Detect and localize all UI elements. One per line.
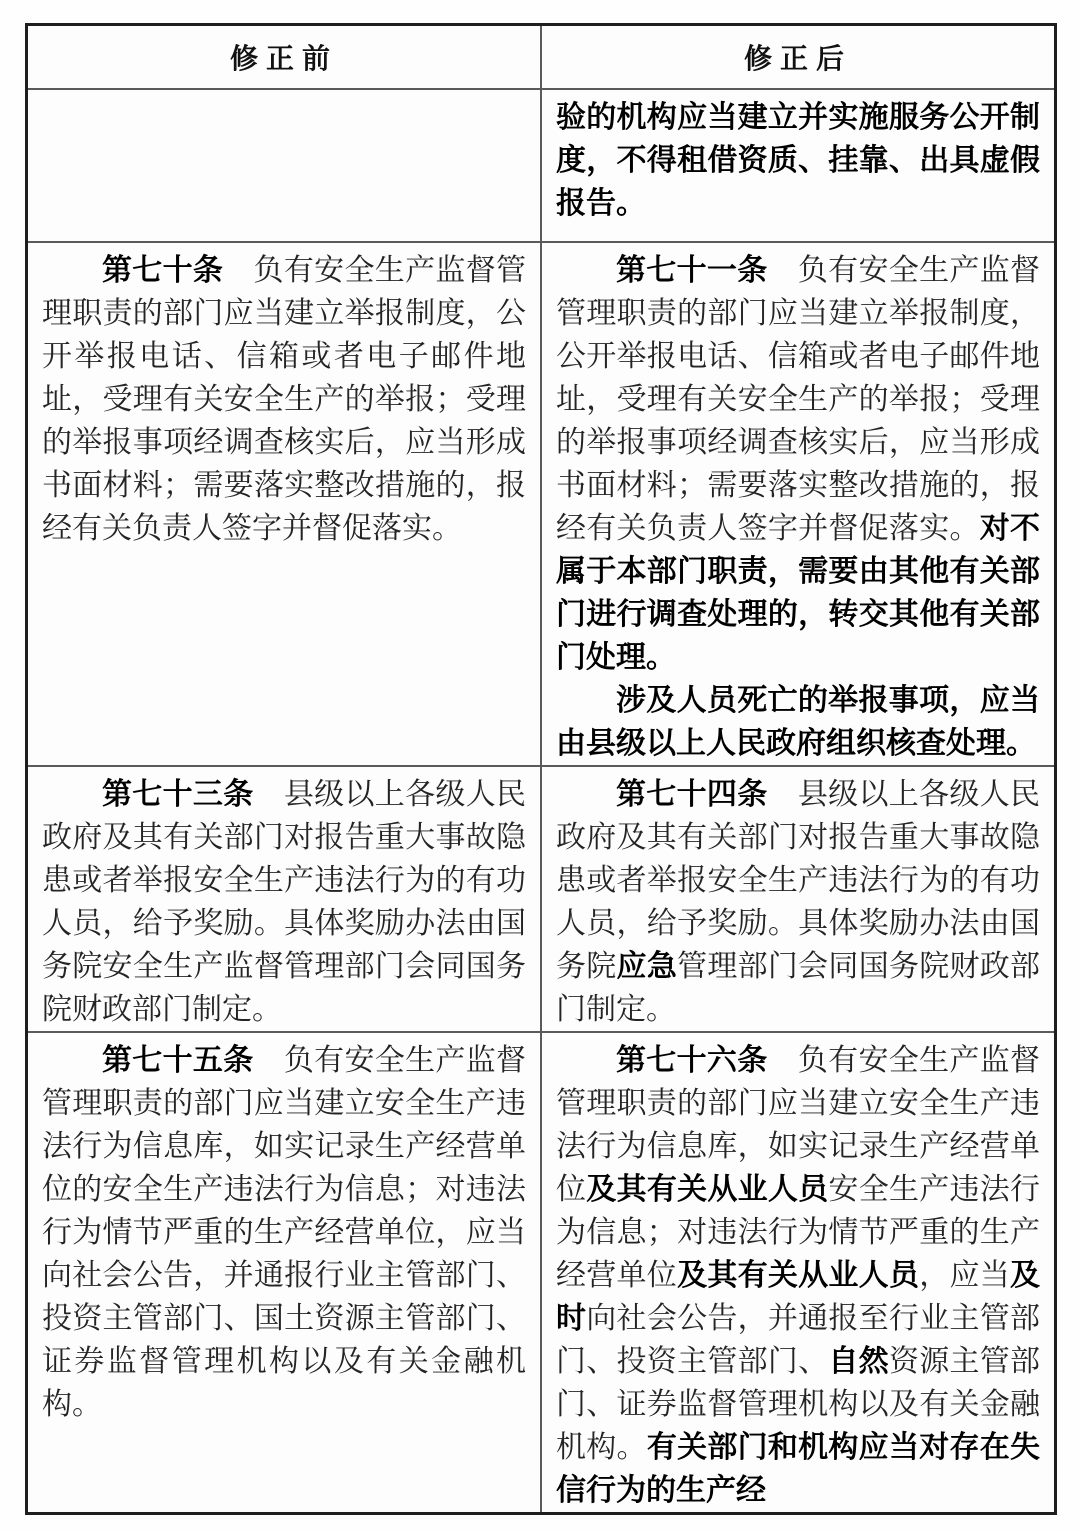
amended-text: 第七十条: [102, 254, 254, 287]
paragraph: [556, 679, 1040, 765]
table-body: [27, 89, 1056, 1514]
paragraph: [556, 773, 1040, 1031]
law-text: 向社会公告，并通报至行业主管部门、投资主管部门、: [556, 1302, 1041, 1378]
amended-text: 第七十六条: [616, 1044, 798, 1077]
cell-before: [27, 242, 542, 766]
law-text: 负有安全生产监督管理职责的部门应当建立安全生产违法行为信息库，如实记录生产经营单位的安全生产违法行为信息；对违法行为情节严重的生产经营单位，应当向社会公告，并通报行业主管部门、投资主管部门、国土资源主管部门、证券监督管理机构以及有关金融机构。: [42, 1044, 527, 1421]
cell-after: [541, 1032, 1056, 1514]
amended-text: 涉及人员死亡的举报事项，应当由县级以上人民政府组织核查处理。: [556, 684, 1040, 760]
amended-text: 第七十五条: [102, 1044, 284, 1077]
cell-after: [541, 242, 1056, 766]
paragraph: [556, 96, 1040, 225]
cell-before: [27, 766, 542, 1032]
paragraph: [42, 773, 526, 1031]
paragraph: [42, 249, 526, 550]
table-row: [27, 1032, 1056, 1514]
amended-text: 及其有关从业人员: [586, 1173, 829, 1206]
law-text: ，应当: [919, 1259, 1011, 1292]
column-header-before: 修正前: [27, 25, 542, 90]
paragraph: [42, 1039, 526, 1426]
cell-before: [27, 1032, 542, 1514]
law-text: 负有安全生产监督管理职责的部门应当建立举报制度，公开举报电话、信箱或者电子邮件地址，受理有关安全生产的举报；受理的举报事项经调查核实后，应当形成书面材料；需要落实整改措施的，报经有关负责人签字并督促落实。: [42, 254, 527, 545]
table-row: [27, 766, 1056, 1032]
column-header-after: 修正后: [541, 25, 1056, 90]
header-row: [27, 25, 1056, 90]
paragraph: [556, 1039, 1040, 1512]
table-row: [27, 242, 1056, 766]
amended-text: 有关部门和机构应当对存在失信行为的生产经: [556, 1431, 1041, 1507]
amended-text: 及其有关从业人员: [677, 1259, 920, 1292]
law-text: 资源主管部门、证券监督管理机构以及有关金融机构。: [556, 1345, 1041, 1464]
amended-text: 验的机构应当建立并实施服务公开制度，不得租借资质、挂靠、出具虚假报告。: [556, 101, 1040, 220]
amended-text: 对不属于本部门职责，需要由其他有关部门进行调查处理的，转交其他有关部门处理。: [556, 512, 1041, 674]
amended-text: 应急: [616, 950, 678, 983]
cell-before: [27, 89, 542, 242]
law-text: 县级以上各级人民政府及其有关部门对报告重大事故隐患或者举报安全生产违法行为的有功人员，给予奖励。具体奖励办法由国务院安全生产监督管理部门会同国务院财政部门制定。: [42, 778, 527, 1026]
paragraph: [556, 249, 1040, 679]
law-text: 县级以上各级人民政府及其有关部门对报告重大事故隐患或者举报安全生产违法行为的有功人员，给予奖励。具体奖励办法由国务院: [556, 778, 1041, 983]
amended-text: 第七十三条: [102, 778, 284, 811]
amended-text: 第七十一条: [616, 254, 798, 287]
amended-text: 及时: [556, 1259, 1041, 1335]
law-text: 负有安全生产监督管理职责的部门应当建立安全生产违法行为信息库，如实记录生产经营单位: [556, 1044, 1041, 1206]
amended-text: 自然: [828, 1345, 889, 1378]
amendment-comparison-table: [25, 23, 1057, 1515]
cell-after: [541, 766, 1056, 1032]
table-row: [27, 89, 1056, 242]
law-text: 管理部门会同国务院财政部门制定。: [556, 950, 1041, 1026]
law-text: 负有安全生产监督管理职责的部门应当建立举报制度，公开举报电话、信箱或者电子邮件地址，受理有关安全生产的举报；受理的举报事项经调查核实后，应当形成书面材料；需要落实整改措施的，报经有关负责人签字并督促落实。: [556, 254, 1041, 545]
law-text: 安全生产违法行为信息；对违法行为情节严重的生产经营单位: [556, 1173, 1041, 1292]
amended-text: 第七十四条: [616, 778, 798, 811]
cell-after: [541, 89, 1056, 242]
